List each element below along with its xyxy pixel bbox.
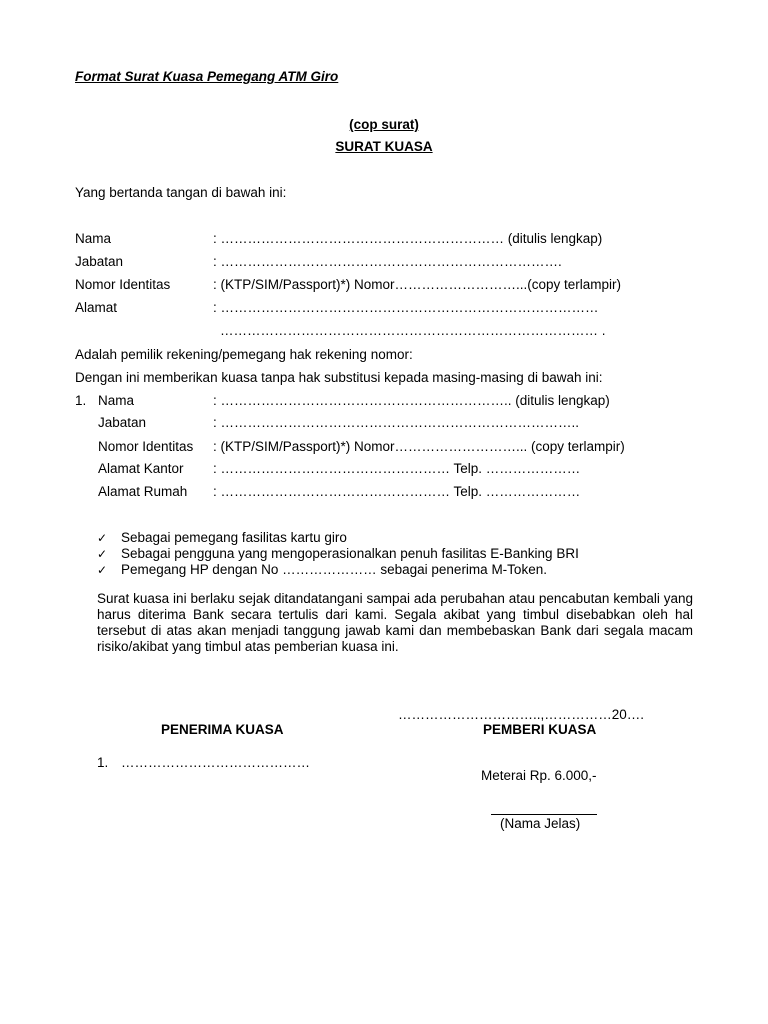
alamat-continuation-line xyxy=(0,323,768,339)
grantor-field-nomor-identitas xyxy=(0,277,768,293)
owner-line: Adalah pemilik rekening/pemegang hak rekening nomor: xyxy=(75,347,413,362)
checkmark-icon: ✓ xyxy=(97,563,108,577)
field-label: Alamat xyxy=(75,300,118,315)
grantor-field-nama xyxy=(0,231,768,247)
field-value: : ……………………………………………………… (ditulis lengkap) xyxy=(213,231,603,246)
checklist-item-text: Sebagai pemegang fasilitas kartu giro xyxy=(121,530,347,545)
checklist-item xyxy=(97,530,579,546)
grantee-field-alamat-rumah xyxy=(0,484,768,500)
checklist-item-text: Sebagai pengguna yang mengoperasionalkan penuh fasilitas E-Banking BRI xyxy=(121,546,579,561)
grantee-field-nomor-identitas xyxy=(0,439,768,455)
meterai-label: Meterai Rp. 6.000,- xyxy=(481,768,597,783)
field-value: : (KTP/SIM/Passport)*) Nomor………………………... (copy terlampir) xyxy=(213,439,625,454)
checklist xyxy=(97,530,579,578)
checkmark-icon: ✓ xyxy=(97,531,108,545)
penerima-signature-item xyxy=(97,755,310,771)
field-value: : ……………………………………………………….. (ditulis lengkap) xyxy=(213,393,610,408)
nama-jelas-label: (Nama Jelas) xyxy=(500,816,581,831)
field-value: : ………………………………………………………………………… xyxy=(213,300,599,315)
grantee-number: 1. xyxy=(75,393,87,408)
grantee-field-alamat-kantor xyxy=(0,461,768,477)
field-value: : …………………………………………… Telp. ………………… xyxy=(213,461,581,476)
checkmark-icon: ✓ xyxy=(97,547,108,561)
checklist-item xyxy=(97,562,579,578)
document-title: SURAT KUASA xyxy=(335,139,433,154)
grant-line: Dengan ini memberikan kuasa tanpa hak substitusi kepada masing-masing di bawah ini: xyxy=(75,370,603,385)
field-label: Jabatan xyxy=(98,415,147,430)
checklist-item xyxy=(97,546,579,562)
grantee-field-jabatan xyxy=(0,415,768,431)
field-value: : …………………………………………………………………….. xyxy=(213,415,580,430)
penerima-kuasa-title: PENERIMA KUASA xyxy=(161,722,284,737)
field-label: Alamat Kantor xyxy=(98,461,184,476)
place-date-line: …………………………..,……………20…. xyxy=(398,707,645,722)
field-value: : …………………………………………… Telp. ………………… xyxy=(213,484,581,499)
grantor-field-jabatan xyxy=(0,254,768,270)
grantor-field-alamat xyxy=(0,300,768,316)
penerima-blank: …………………………………… xyxy=(121,755,310,770)
grantee-field-nama xyxy=(0,393,768,409)
field-value: : (KTP/SIM/Passport)*) Nomor………………………...(copy terlampir) xyxy=(213,277,622,292)
field-label: Nomor Identitas xyxy=(75,277,171,292)
validity-paragraph: Surat kuasa ini berlaku sejak ditandatangani sampai ada perubahan atau pencabutan kembali yang harus diterima Bank secara tertulis dari kami. Segala akibat yang timbul disebabkan oleh hal tersebut di atas akan menjadi tanggung jawab kami dan membebaskan Bank dari segala macam risiko/akibat yang timbul atas pemberian kuasa ini. xyxy=(97,591,693,654)
field-label: Nama xyxy=(75,231,112,246)
format-title: Format Surat Kuasa Pemegang ATM Giro xyxy=(75,69,339,84)
field-label: Nama xyxy=(98,393,135,408)
pemberi-kuasa-title: PEMBERI KUASA xyxy=(483,722,597,737)
field-value: : …………………………………………………………………. xyxy=(213,254,562,269)
field-value: ………………………………………………………………………… . xyxy=(220,323,606,338)
penerima-number: 1. xyxy=(97,755,109,770)
field-label: Alamat Rumah xyxy=(98,484,188,499)
cop-surat-label: (cop surat) xyxy=(349,117,419,132)
field-label: Jabatan xyxy=(75,254,124,269)
field-label: Nomor Identitas xyxy=(98,439,194,454)
intro-text: Yang bertanda tangan di bawah ini: xyxy=(75,185,287,200)
checklist-item-text: Pemegang HP dengan No ………………… sebagai penerima M-Token. xyxy=(121,562,547,577)
signature-line xyxy=(491,814,597,815)
